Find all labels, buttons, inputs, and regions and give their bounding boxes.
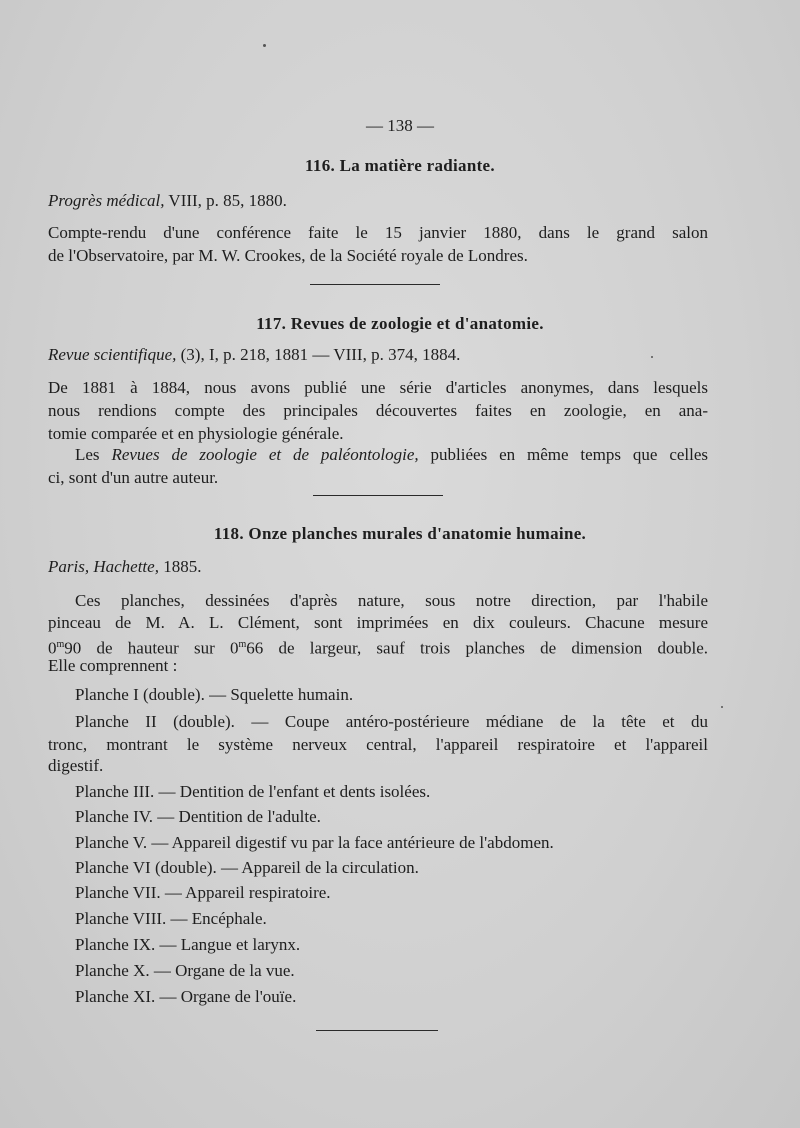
paragraph-2-pre: Les xyxy=(75,445,100,464)
citation-journal: Revue scientifique, xyxy=(48,345,177,364)
plate-item: Planche I (double). — Squelette humain. xyxy=(75,685,354,704)
plate-item-continuation: tronc, montrant le système nerveux central, l'appareil respiratoire et l'appareil xyxy=(48,735,708,754)
section-117-paragraph-2-line-2: ci, sont d'un autre auteur. xyxy=(48,468,219,487)
section-118-paragraph-line-2: pinceau de M. A. L. Clément, sont imprimées en dix couleurs. Chacune mesure xyxy=(48,613,708,632)
citation-details: 1885. xyxy=(163,557,202,576)
paragraph-2-post: publiées en même temps que celles xyxy=(430,445,709,464)
plate-item: Planche IX. — Langue et larynx. xyxy=(75,935,301,954)
plate-item: Planche VII. — Appareil respiratoire. xyxy=(75,883,331,902)
measure-text: 66 de largeur, sauf trois planches de dimension double. xyxy=(246,638,708,658)
plate-item: Planche V. — Appareil digestif vu par la face antérieure de l'abdomen. xyxy=(75,833,554,852)
plate-item-continuation: digestif. xyxy=(48,756,104,775)
section-116-citation xyxy=(48,190,287,212)
section-118-paragraph-line-1: Ces planches, dessinées d'après nature, sous notre direction, par l'habile xyxy=(75,591,708,610)
measure-unit: m xyxy=(238,639,247,650)
plate-item: Planche IV. — Dentition de l'adulte. xyxy=(75,807,321,826)
measure-text: 90 de hauteur sur 0 xyxy=(64,638,239,658)
section-118-citation xyxy=(48,556,201,578)
page-number: — 138 — xyxy=(366,116,434,135)
scan-speck xyxy=(263,44,266,47)
plate-item: Planche X. — Organe de la vue. xyxy=(75,961,295,980)
citation-details: VIII, p. 85, 1880. xyxy=(168,191,287,210)
section-divider xyxy=(310,284,440,285)
section-117-paragraph-2-line-1 xyxy=(75,444,708,466)
section-117-paragraph-line-1: De 1881 à 1884, nous avons publié une série d'articles anonymes, dans lesquels xyxy=(48,378,708,397)
measure-unit: m xyxy=(56,639,65,650)
citation-details: (3), I, p. 218, 1881 — VIII, p. 374, 1884. xyxy=(180,345,461,364)
measure-value: 0 xyxy=(48,638,57,658)
section-divider xyxy=(313,495,443,496)
scan-speck xyxy=(651,356,653,358)
section-117-citation xyxy=(48,344,460,366)
section-118-intro: Elle comprennent : xyxy=(48,656,178,675)
plate-item: Planche II (double). — Coupe antéro-postérieure médiane de la tête et du xyxy=(75,712,708,731)
section-117-paragraph-line-3: tomie comparée et en physiologie générale. xyxy=(48,424,344,443)
section-116-paragraph-line-1: Compte-rendu d'une conférence faite le 15 janvier 1880, dans le grand salon xyxy=(48,223,708,242)
section-divider xyxy=(316,1030,438,1031)
section-118-heading: 118. Onze planches murales d'anatomie humaine. xyxy=(213,524,587,543)
paragraph-2-italic-title: Revues de zoologie et de paléontologie, xyxy=(111,445,419,464)
plate-item: Planche VI (double). — Appareil de la circulation. xyxy=(75,858,419,877)
section-117-heading: 117. Revues de zoologie et d'anatomie. xyxy=(256,314,544,333)
plate-item: Planche XI. — Organe de l'ouïe. xyxy=(75,987,297,1006)
plate-item: Planche VIII. — Encéphale. xyxy=(75,909,267,928)
section-116-paragraph-line-2: de l'Observatoire, par M. W. Crookes, de la Société royale de Londres. xyxy=(48,246,528,265)
section-116-heading: 116. La matière radiante. xyxy=(305,156,495,175)
section-117-paragraph-line-2: nous rendions compte des principales découvertes faites en zoologie, en ana- xyxy=(48,401,708,420)
plate-item: Planche III. — Dentition de l'enfant et dents isolées. xyxy=(75,782,431,801)
citation-journal: Progrès médical, xyxy=(48,191,165,210)
citation-journal: Paris, Hachette, xyxy=(48,557,159,576)
scan-speck xyxy=(721,706,723,708)
